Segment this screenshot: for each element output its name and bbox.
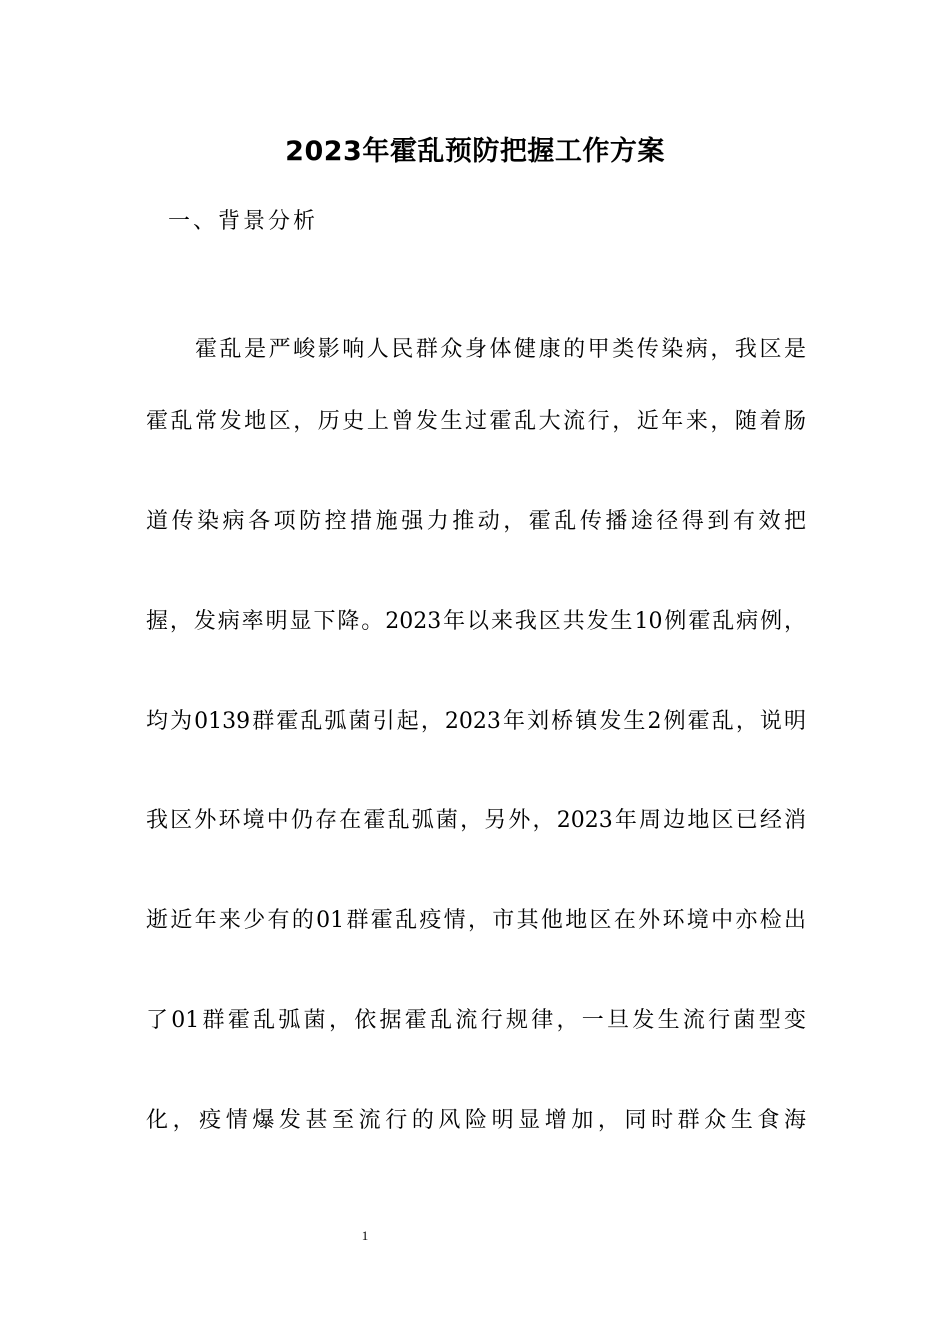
paragraph-line: 霍乱常发地区，历史上曾发生过霍乱大流行，近年来，随着肠 — [146, 409, 806, 434]
paragraph-line: 均为0139群霍乱弧菌引起，2023年刘桥镇发生2例霍乱，说明 — [146, 709, 806, 734]
paragraph-line: 逝近年来少有的01群霍乱疫情，市其他地区在外环境中亦检出 — [146, 908, 806, 933]
paragraph-line: 握，发病率明显下降。2023年以来我区共发生10例霍乱病例， — [146, 609, 806, 634]
paragraph-line: 化，疫情爆发甚至流行的风险明显增加，同时群众生食海 — [146, 1108, 806, 1133]
page-number: 1 — [361, 1228, 369, 1243]
paragraph-line: 我区外环境中仍存在霍乱弧菌，另外，2023年周边地区已经消 — [146, 808, 806, 833]
paragraph-line: 道传染病各项防控措施强力推动，霍乱传播途径得到有效把 — [146, 509, 806, 534]
section-heading: 一、背景分析 — [168, 209, 319, 234]
paragraph-line: 霍乱是严峻影响人民群众身体健康的甲类传染病，我区是 — [195, 337, 806, 362]
paragraph-line: 了01群霍乱弧菌，依据霍乱流行规律，一旦发生流行菌型变 — [146, 1008, 806, 1033]
document-title: 2023年霍乱预防把握工作方案 — [285, 136, 665, 167]
